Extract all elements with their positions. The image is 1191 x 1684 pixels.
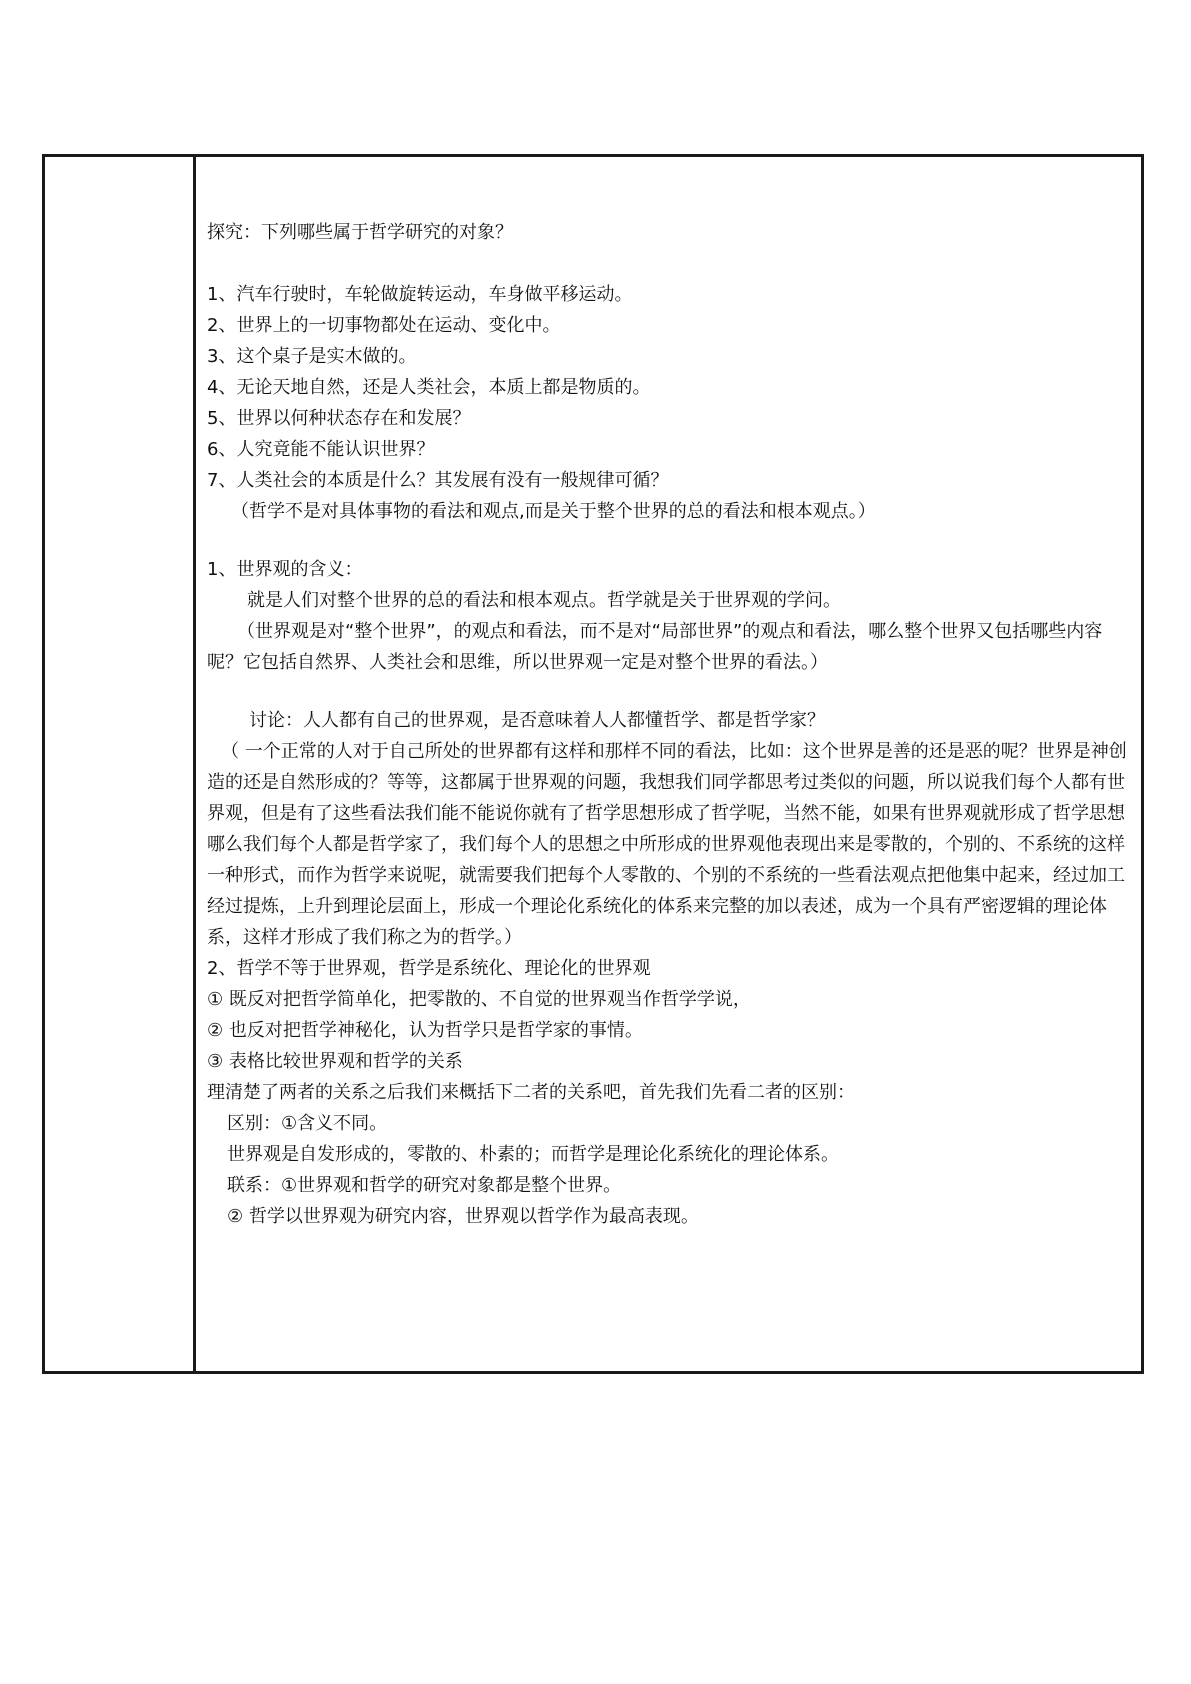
worldview-note: （世界观是对“整个世界”，的观点和看法，而不是对“局部世界”的观点和看法，哪么整个世界又包括哪些内容呢？它包括自然界、人类社会和思维，所以世界观一定是对整个世界的看法。） bbox=[207, 621, 1103, 673]
lesson-content-cell bbox=[207, 217, 1127, 1232]
section-2-title: 2、哲学不等于世界观，哲学是系统化、理论化的世界观 bbox=[207, 958, 651, 979]
philosophy-note: （哲学不是对具体事物的看法和观点,而是关于整个世界的总的看法和根本观点。） bbox=[231, 501, 876, 522]
connection-detail: ② 哲学以世界观为研究内容，世界观以哲学作为最高表现。 bbox=[227, 1206, 699, 1227]
lesson-table bbox=[42, 154, 1144, 1374]
summary-intro: 理清楚了两者的关系之后我们来概括下二者的关系吧，首先我们先看二者的区别： bbox=[207, 1082, 855, 1103]
discussion-note: （ 一个正常的人对于自己所处的世界都有这样和那样不同的看法，比如：这个世界是善的还是恶的呢？世界是神创造的还是自然形成的？等等，这都属于世界观的问题，我想我们同学都思考过类似的问题，所以说我们每个人都有世界观，但是有了这些看法我们能不能说你就有了哲学思想形成了哲学呢，当然不能，如果有世界观就形成了哲学思想哪么我们每个人都是哲学家了，我们每个人的思想之中所形成的世界观他表现出来是零散的，个别的、不系统的这样一种形式，而作为哲学来说呢，就需要我们把每个人零散的、个别的不系统的一些看法观点把他集中起来，经过加工经过提炼，上升到理论层面上，形成一个理论化系统化的体系来完整的加以表述，成为一个具有严密逻辑的理论体系，这样才形成了我们称之为的哲学。） bbox=[207, 741, 1127, 948]
list-item: 2、世界上的一切事物都处在运动、变化中。 bbox=[207, 315, 561, 336]
list-item: 7、人类社会的本质是什么？其发展有没有一般规律可循？ bbox=[207, 470, 669, 491]
inquiry-heading: 探究：下列哪些属于哲学研究的对象？ bbox=[207, 222, 513, 243]
list-item: 4、无论天地自然，还是人类社会，本质上都是物质的。 bbox=[207, 377, 651, 398]
discussion-question: 讨论：人人都有自己的世界观，是否意味着人人都懂哲学、都是哲学家？ bbox=[249, 710, 825, 731]
list-item: 1、汽车行驶时，车轮做旋转运动，车身做平移运动。 bbox=[207, 284, 633, 305]
section-1-title: 1、世界观的含义： bbox=[207, 559, 363, 580]
column-divider bbox=[193, 157, 196, 1371]
connection-title: 联系：①世界观和哲学的研究对象都是整个世界。 bbox=[227, 1175, 622, 1196]
difference-detail: 世界观是自发形成的，零散的、朴素的；而哲学是理论化系统化的理论体系。 bbox=[227, 1144, 839, 1165]
list-item: 3、这个桌子是实木做的。 bbox=[207, 346, 417, 367]
point-item: ① 既反对把哲学简单化，把零散的、不自觉的世界观当作哲学学说， bbox=[207, 989, 751, 1010]
list-item: 5、世界以何种状态存在和发展？ bbox=[207, 408, 471, 429]
difference-title: 区别：①含义不同。 bbox=[227, 1113, 388, 1134]
worldview-definition: 就是人们对整个世界的总的看法和根本观点。哲学就是关于世界观的学问。 bbox=[247, 590, 841, 611]
point-item: ② 也反对把哲学神秘化，认为哲学只是哲学家的事情。 bbox=[207, 1020, 643, 1041]
point-item: ③ 表格比较世界观和哲学的关系 bbox=[207, 1051, 463, 1072]
list-item: 6、人究竟能不能认识世界？ bbox=[207, 439, 435, 460]
